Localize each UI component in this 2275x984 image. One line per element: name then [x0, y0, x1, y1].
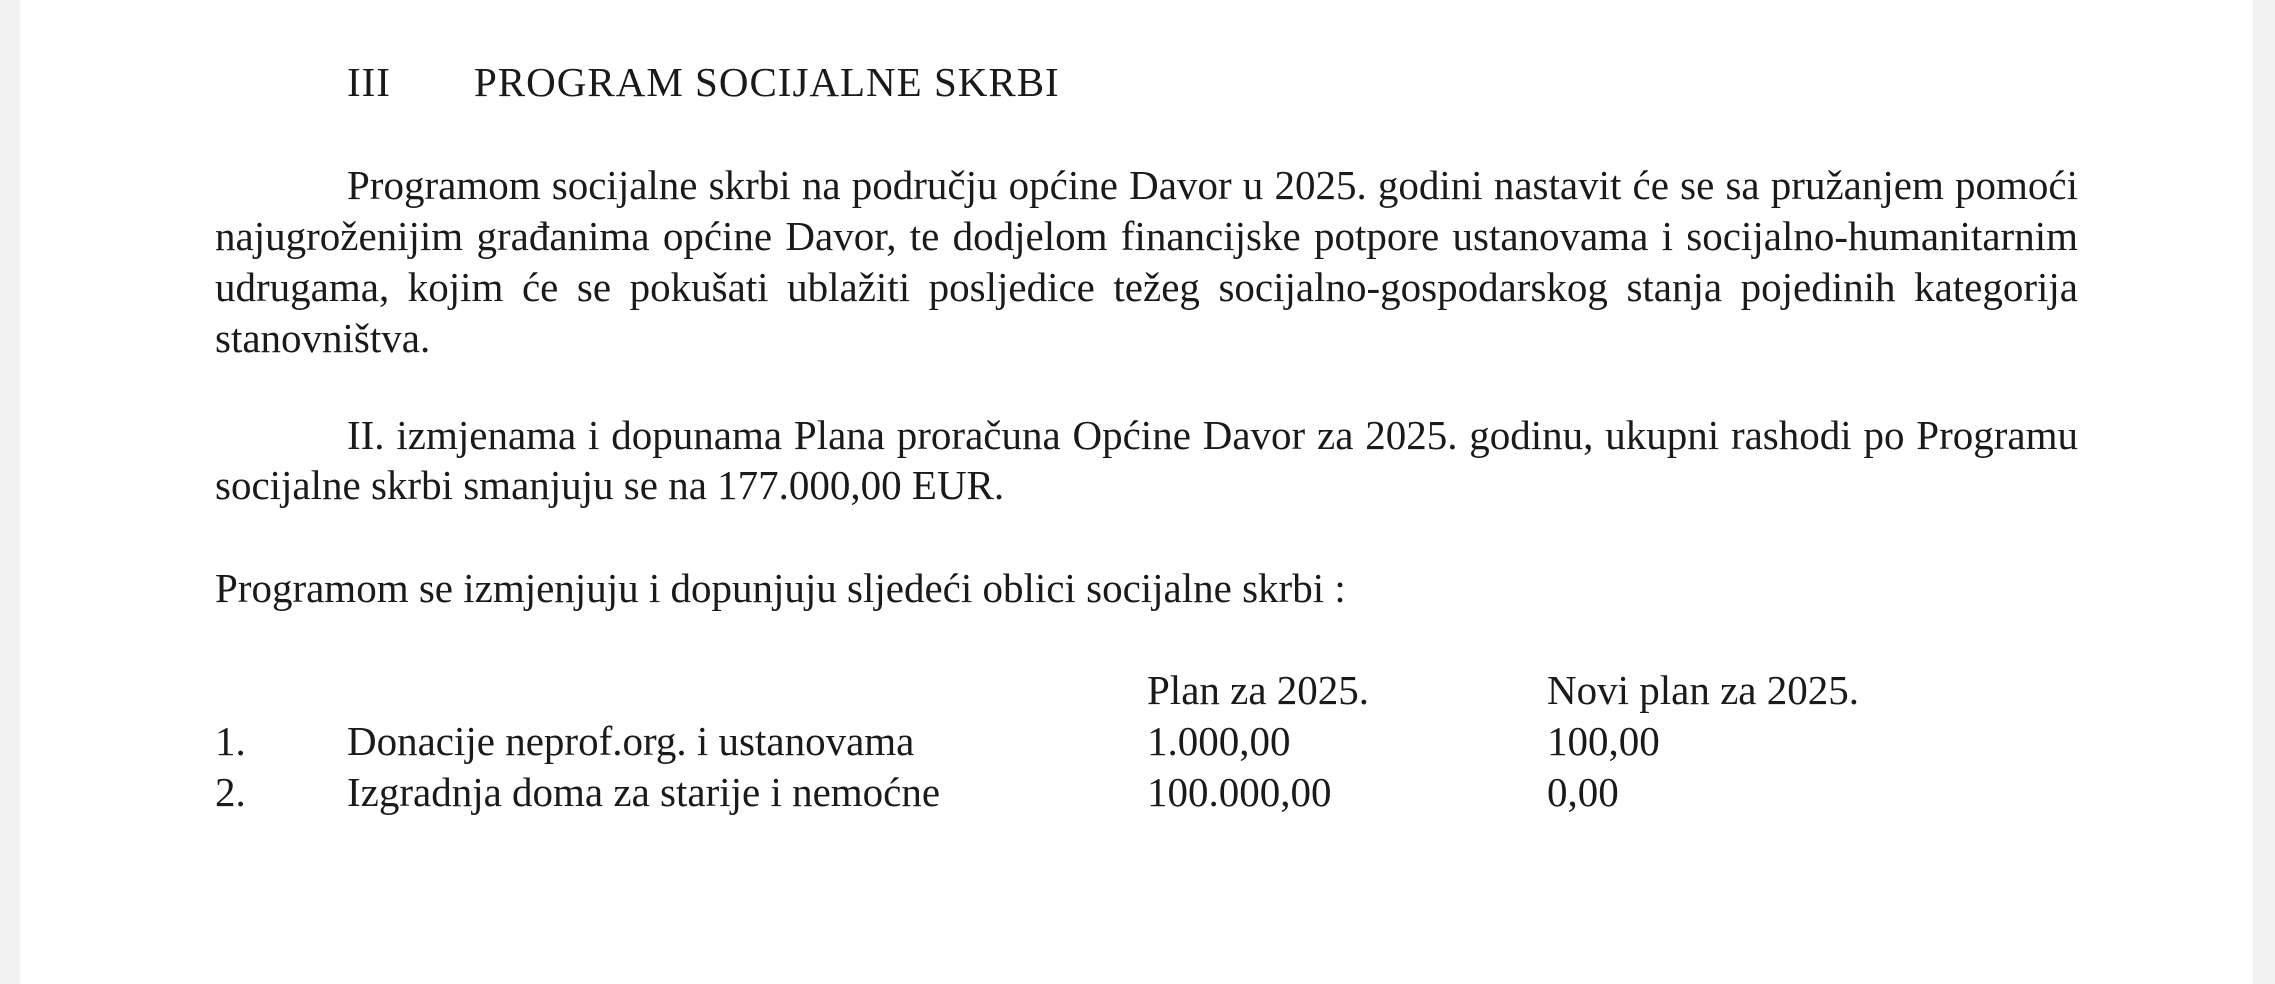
row-number: 2. — [215, 769, 246, 815]
budget-paragraph: II. izmjenama i dopunama Plana proračuna Općine Davor za 2025. godinu, ukupni rashodi po Programu socijalne skrbi smanjuju se na 177.000,00 EUR. — [215, 412, 2078, 508]
section-heading — [347, 57, 1060, 107]
header-plan: Plan za 2025. — [1147, 667, 1370, 713]
row-name: Donacije neprof.org. i ustanovama — [347, 718, 915, 764]
forms-paragraph: Programom se izmjenjuju i dopunjuju sljedeći oblici socijalne skrbi : — [215, 565, 1346, 611]
row-name: Izgradnja doma za starije i nemoćne — [347, 769, 941, 815]
section-number: III — [347, 59, 391, 105]
document-page — [20, 0, 2253, 984]
header-new-plan: Novi plan za 2025. — [1547, 667, 1859, 713]
row-new-plan: 100,00 — [1547, 718, 1660, 764]
row-new-plan: 0,00 — [1547, 769, 1619, 815]
intro-paragraph: Programom socijalne skrbi na području općine Davor u 2025. godini nastavit će se sa pružanjem pomoći najugroženijim građanima općine Davor, te dodjelom financijske potpore ustanovama i socijalno-humanitarnim udrugama, kojim će se pokušati ublažiti posljedice težeg socijalno-gospodarskog stanja pojedinih kategorija stanovništva. — [215, 162, 2078, 361]
row-plan: 100.000,00 — [1147, 769, 1332, 815]
row-plan: 1.000,00 — [1147, 718, 1291, 764]
row-number: 1. — [215, 718, 246, 764]
section-title: PROGRAM SOCIJALNE SKRBI — [474, 59, 1060, 105]
